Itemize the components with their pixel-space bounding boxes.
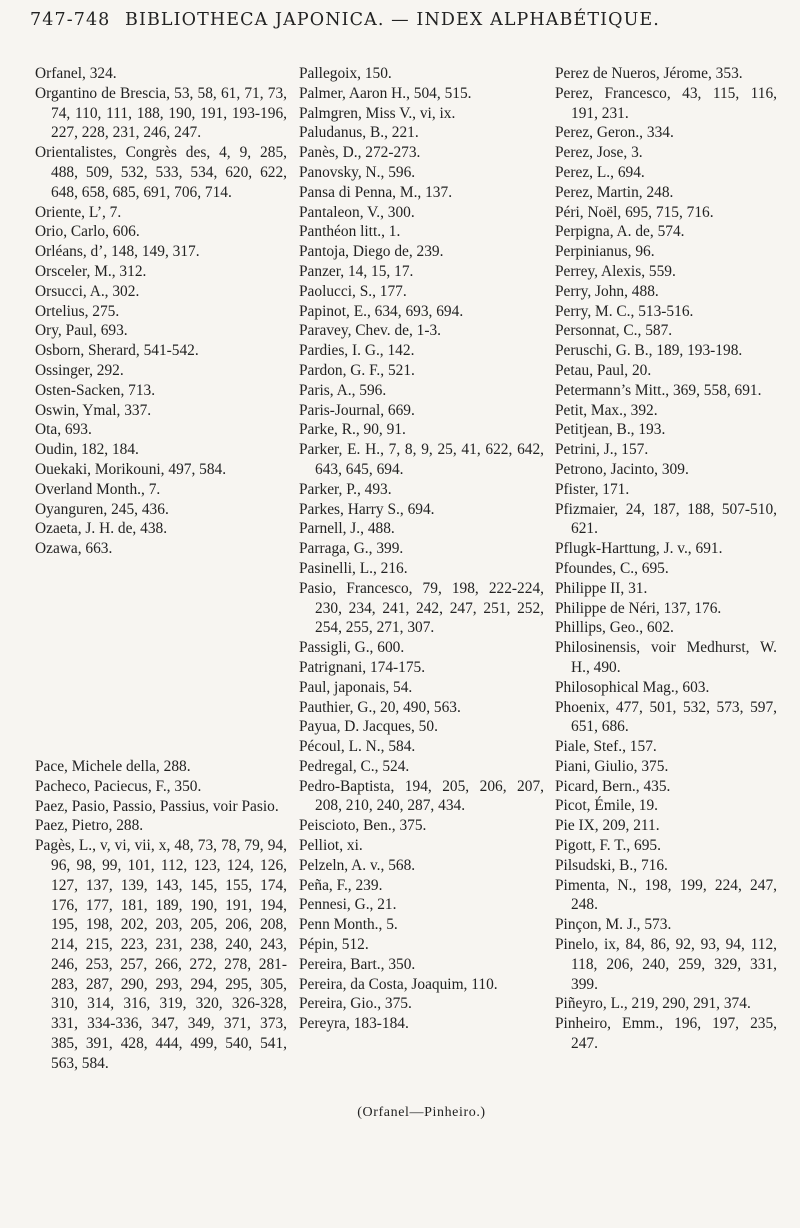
- index-entry: Osborn, Sherard, 541-542.: [35, 342, 199, 360]
- index-entry: Orio, Carlo, 606.: [35, 223, 140, 241]
- index-entry: Pinelo, ix, 84, 86, 92, 93, 94, 112, 118, 206, 240, 259, 329, 331, 399.: [555, 936, 777, 993]
- index-entry: Pace, Michele della, 288.: [35, 757, 191, 775]
- index-entry: Perpinianus, 96.: [555, 243, 655, 261]
- index-entry: Petrini, J., 157.: [555, 441, 649, 459]
- index-entry: Orsceler, M., 312.: [35, 262, 147, 280]
- index-entry: Perez, L., 694.: [555, 163, 645, 181]
- index-entry: Papinot, E., 634, 693, 694.: [299, 302, 464, 320]
- index-entry: Pfoundes, C., 695.: [555, 559, 669, 577]
- running-title: BIBLIOTHECA JAPONICA. — INDEX ALPHABÉTIQUE.: [125, 10, 660, 30]
- index-entry: Pereira, Gio., 375.: [299, 995, 412, 1013]
- index-entry: Panovsky, N., 596.: [299, 163, 416, 181]
- index-entry: Pilsudski, B., 716.: [555, 856, 668, 874]
- index-entry: Pigott, F. T., 695.: [555, 837, 661, 855]
- index-entry: Oudin, 182, 184.: [35, 441, 139, 459]
- index-column-2: [299, 64, 544, 1034]
- index-entry: Orsucci, A., 302.: [35, 282, 140, 300]
- index-entry: Perez, Francesco, 43, 115, 116, 191, 231.: [555, 84, 777, 122]
- index-entry: Passigli, G., 600.: [299, 639, 405, 657]
- index-entry: Pfizmaier, 24, 187, 188, 507-510, 621.: [555, 500, 777, 538]
- index-entry: Panzer, 14, 15, 17.: [299, 262, 414, 280]
- index-entry: Perez, Jose, 3.: [555, 144, 643, 162]
- index-entry: Payua, D. Jacques, 50.: [299, 718, 438, 736]
- index-entry: Pépin, 512.: [299, 936, 369, 954]
- index-entry: Ory, Paul, 693.: [35, 322, 128, 340]
- index-entry: Overland Month., 7.: [35, 480, 161, 498]
- index-entry: Pie IX, 209, 211.: [555, 817, 660, 835]
- index-entry: Paludanus, B., 221.: [299, 124, 419, 142]
- index-entry: Ouekaki, Morikouni, 497, 584.: [35, 460, 227, 478]
- index-entry: Péri, Noël, 695, 715, 716.: [555, 203, 714, 221]
- index-entry: Oyanguren, 245, 436.: [35, 500, 169, 518]
- page-footer: (Orfanel—Pinheiro.): [357, 1105, 486, 1120]
- index-entry: Pedregal, C., 524.: [299, 757, 410, 775]
- index-entry: Perez, Geron., 334.: [555, 124, 674, 142]
- index-entry: Orientalistes, Congrès des, 4, 9, 285, 488, 509, 532, 533, 534, 620, 622, 648, 658, 685, 691, 706, 714.: [35, 144, 287, 201]
- index-column-3: [555, 64, 777, 1054]
- index-entry: Oriente, L’, 7.: [35, 203, 122, 221]
- index-entry: Pereira, Bart., 350.: [299, 955, 416, 973]
- index-entry: Paris, A., 596.: [299, 381, 387, 399]
- index-entry: Pereira, da Costa, Joaquim, 110.: [299, 975, 498, 993]
- index-entry: Petrono, Jacinto, 309.: [555, 460, 689, 478]
- index-entry: Panès, D., 272-273.: [299, 144, 421, 162]
- index-entry: Picard, Bern., 435.: [555, 777, 671, 795]
- index-entry: Parkes, Harry S., 694.: [299, 500, 435, 518]
- page-numbers: 747-748: [30, 10, 111, 30]
- index-entry: Perez, Martin, 248.: [555, 183, 674, 201]
- index-entry: Panthéon litt., 1.: [299, 223, 401, 241]
- index-entry: Pedro-Baptista, 194, 205, 206, 207, 208, 210, 240, 287, 434.: [299, 777, 544, 815]
- index-entry: Oswin, Ymal, 337.: [35, 401, 152, 419]
- index-entry: Pagès, L., v, vi, vii, x, 48, 73, 78, 79, 94, 96, 98, 99, 101, 112, 123, 124, 126, 127, 137, 139, 143, 145, 155, 174, 176, 177, 181, 189, 190, 191, 194, 195, 198, 202, 203, 205, 206, 208, 214, 215, 223, 231, 238, 240, 243, 246, 253, 257, 266, 272, 278, 281-283, 287, 290, 293, 294, 295, 305, 310, 314, 316, 319, 320, 326-328, 331, 334-336, 347, 349, 371, 373, 385, 391, 428, 444, 499, 540, 541, 563, 584.: [35, 837, 287, 1072]
- index-entry: Paravey, Chev. de, 1-3.: [299, 322, 442, 340]
- index-entry: Pacheco, Paciecus, F., 350.: [35, 777, 202, 795]
- index-entry: Piale, Stef., 157.: [555, 738, 657, 756]
- index-entry: Phillips, Geo., 602.: [555, 619, 674, 637]
- index-entry: Parker, P., 493.: [299, 480, 392, 498]
- index-entry: Philosophical Mag., 603.: [555, 678, 710, 696]
- index-entry: Pinheiro, Emm., 196, 197, 235, 247.: [555, 1015, 777, 1053]
- index-entry: Pfister, 171.: [555, 480, 630, 498]
- index-entry: Pinçon, M. J., 573.: [555, 916, 672, 934]
- index-entry: Pelzeln, A. v., 568.: [299, 856, 416, 874]
- index-entry: Ozaeta, J. H. de, 438.: [35, 520, 168, 538]
- index-entry: Ossinger, 292.: [35, 361, 124, 379]
- index-entry: Ortelius, 275.: [35, 302, 120, 320]
- index-entry: Pallegoix, 150.: [299, 65, 392, 82]
- index-entry: Parnell, J., 488.: [299, 520, 395, 538]
- index-entry: Pelliot, xi.: [299, 837, 363, 855]
- index-entry: Petitjean, B., 193.: [555, 421, 666, 439]
- index-entry: Ota, 693.: [35, 421, 92, 439]
- index-entry: Palmgren, Miss V., vi, ix.: [299, 104, 456, 122]
- index-entry: Parraga, G., 399.: [299, 540, 404, 558]
- index-entry: Palmer, Aaron H., 504, 515.: [299, 84, 472, 102]
- index-entry: Pardon, G. F., 521.: [299, 361, 415, 379]
- index-entry: Pécoul, L. N., 584.: [299, 738, 416, 756]
- section-gap: [35, 559, 287, 757]
- index-entry: Petit, Max., 392.: [555, 401, 658, 419]
- index-entry: Perry, John, 488.: [555, 282, 659, 300]
- index-entry: Peiscioto, Ben., 375.: [299, 817, 427, 835]
- index-entry: Paez, Pasio, Passio, Passius, voir Pasio.: [35, 797, 279, 815]
- index-entry: Pantaleon, V., 300.: [299, 203, 415, 221]
- index-entry: Petau, Paul, 20.: [555, 361, 652, 379]
- index-entry: Penn Month., 5.: [299, 916, 398, 934]
- index-entry: Parker, E. H., 7, 8, 9, 25, 41, 622, 642, 643, 645, 694.: [299, 441, 544, 478]
- index-entry: Perrey, Alexis, 559.: [555, 262, 676, 280]
- index-entry: Paolucci, S., 177.: [299, 282, 407, 300]
- index-entry: Paez, Pietro, 288.: [35, 817, 144, 835]
- index-entry: Philippe de Néri, 137, 176.: [555, 599, 722, 617]
- index-entry: Pauthier, G., 20, 490, 563.: [299, 698, 461, 716]
- index-entry: Picot, Émile, 19.: [555, 797, 659, 815]
- index-entry: Patrignani, 174-175.: [299, 658, 426, 676]
- index-entry: Piani, Giulio, 375.: [555, 757, 669, 775]
- index-entry: Orléans, d’, 148, 149, 317.: [35, 243, 200, 261]
- index-entry: Phoenix, 477, 501, 532, 573, 597, 651, 686.: [555, 698, 777, 736]
- index-entry: Pasinelli, L., 216.: [299, 559, 408, 577]
- index-entry: Petermann’s Mitt., 369, 558, 691.: [555, 381, 762, 399]
- index-entry: Piñeyro, L., 219, 290, 291, 374.: [555, 995, 751, 1013]
- index-entry: Paul, japonais, 54.: [299, 678, 413, 696]
- index-entry: Philosinensis, voir Medhurst, W. H., 490.: [555, 639, 777, 676]
- index-entry: Pennesi, G., 21.: [299, 896, 397, 914]
- index-entry: Pereyra, 183-184.: [299, 1015, 409, 1033]
- index-entry: Personnat, C., 587.: [555, 322, 673, 340]
- index-entry: Philippe II, 31.: [555, 579, 648, 597]
- index-entry: Perez de Nueros, Jérome, 353.: [555, 65, 743, 82]
- running-header: [30, 10, 770, 42]
- index-entry: Pansa di Penna, M., 137.: [299, 183, 453, 201]
- index-entry: Pasio, Francesco, 79, 198, 222-224, 230, 234, 241, 242, 247, 251, 252, 254, 255, 271, 307.: [299, 579, 544, 637]
- index-entry: Peña, F., 239.: [299, 876, 383, 894]
- index-entry: Pflugk-Harttung, J. v., 691.: [555, 540, 723, 558]
- index-entry: Osten-Sacken, 713.: [35, 381, 156, 399]
- index-entry: Paris-Journal, 669.: [299, 401, 415, 419]
- index-entry: Ozawa, 663.: [35, 540, 113, 558]
- index-entry: Peruschi, G. B., 189, 193-198.: [555, 342, 743, 360]
- index-entry: Pantoja, Diego de, 239.: [299, 243, 444, 261]
- index-entry: Perpigna, A. de, 574.: [555, 223, 685, 241]
- index-column-1: [35, 64, 287, 1074]
- index-entry: Perry, M. C., 513-516.: [555, 302, 694, 320]
- index-entry: Organtino de Brescia, 53, 58, 61, 71, 73, 74, 110, 111, 188, 190, 191, 193-196, 227, 228, 231, 246, 247.: [35, 84, 287, 142]
- index-entry: Pardies, I. G., 142.: [299, 342, 415, 360]
- index-entry: Orfanel, 324.: [35, 65, 117, 82]
- index-entry: Pimenta, N., 198, 199, 224, 247, 248.: [555, 876, 777, 914]
- index-entry: Parke, R., 90, 91.: [299, 421, 406, 439]
